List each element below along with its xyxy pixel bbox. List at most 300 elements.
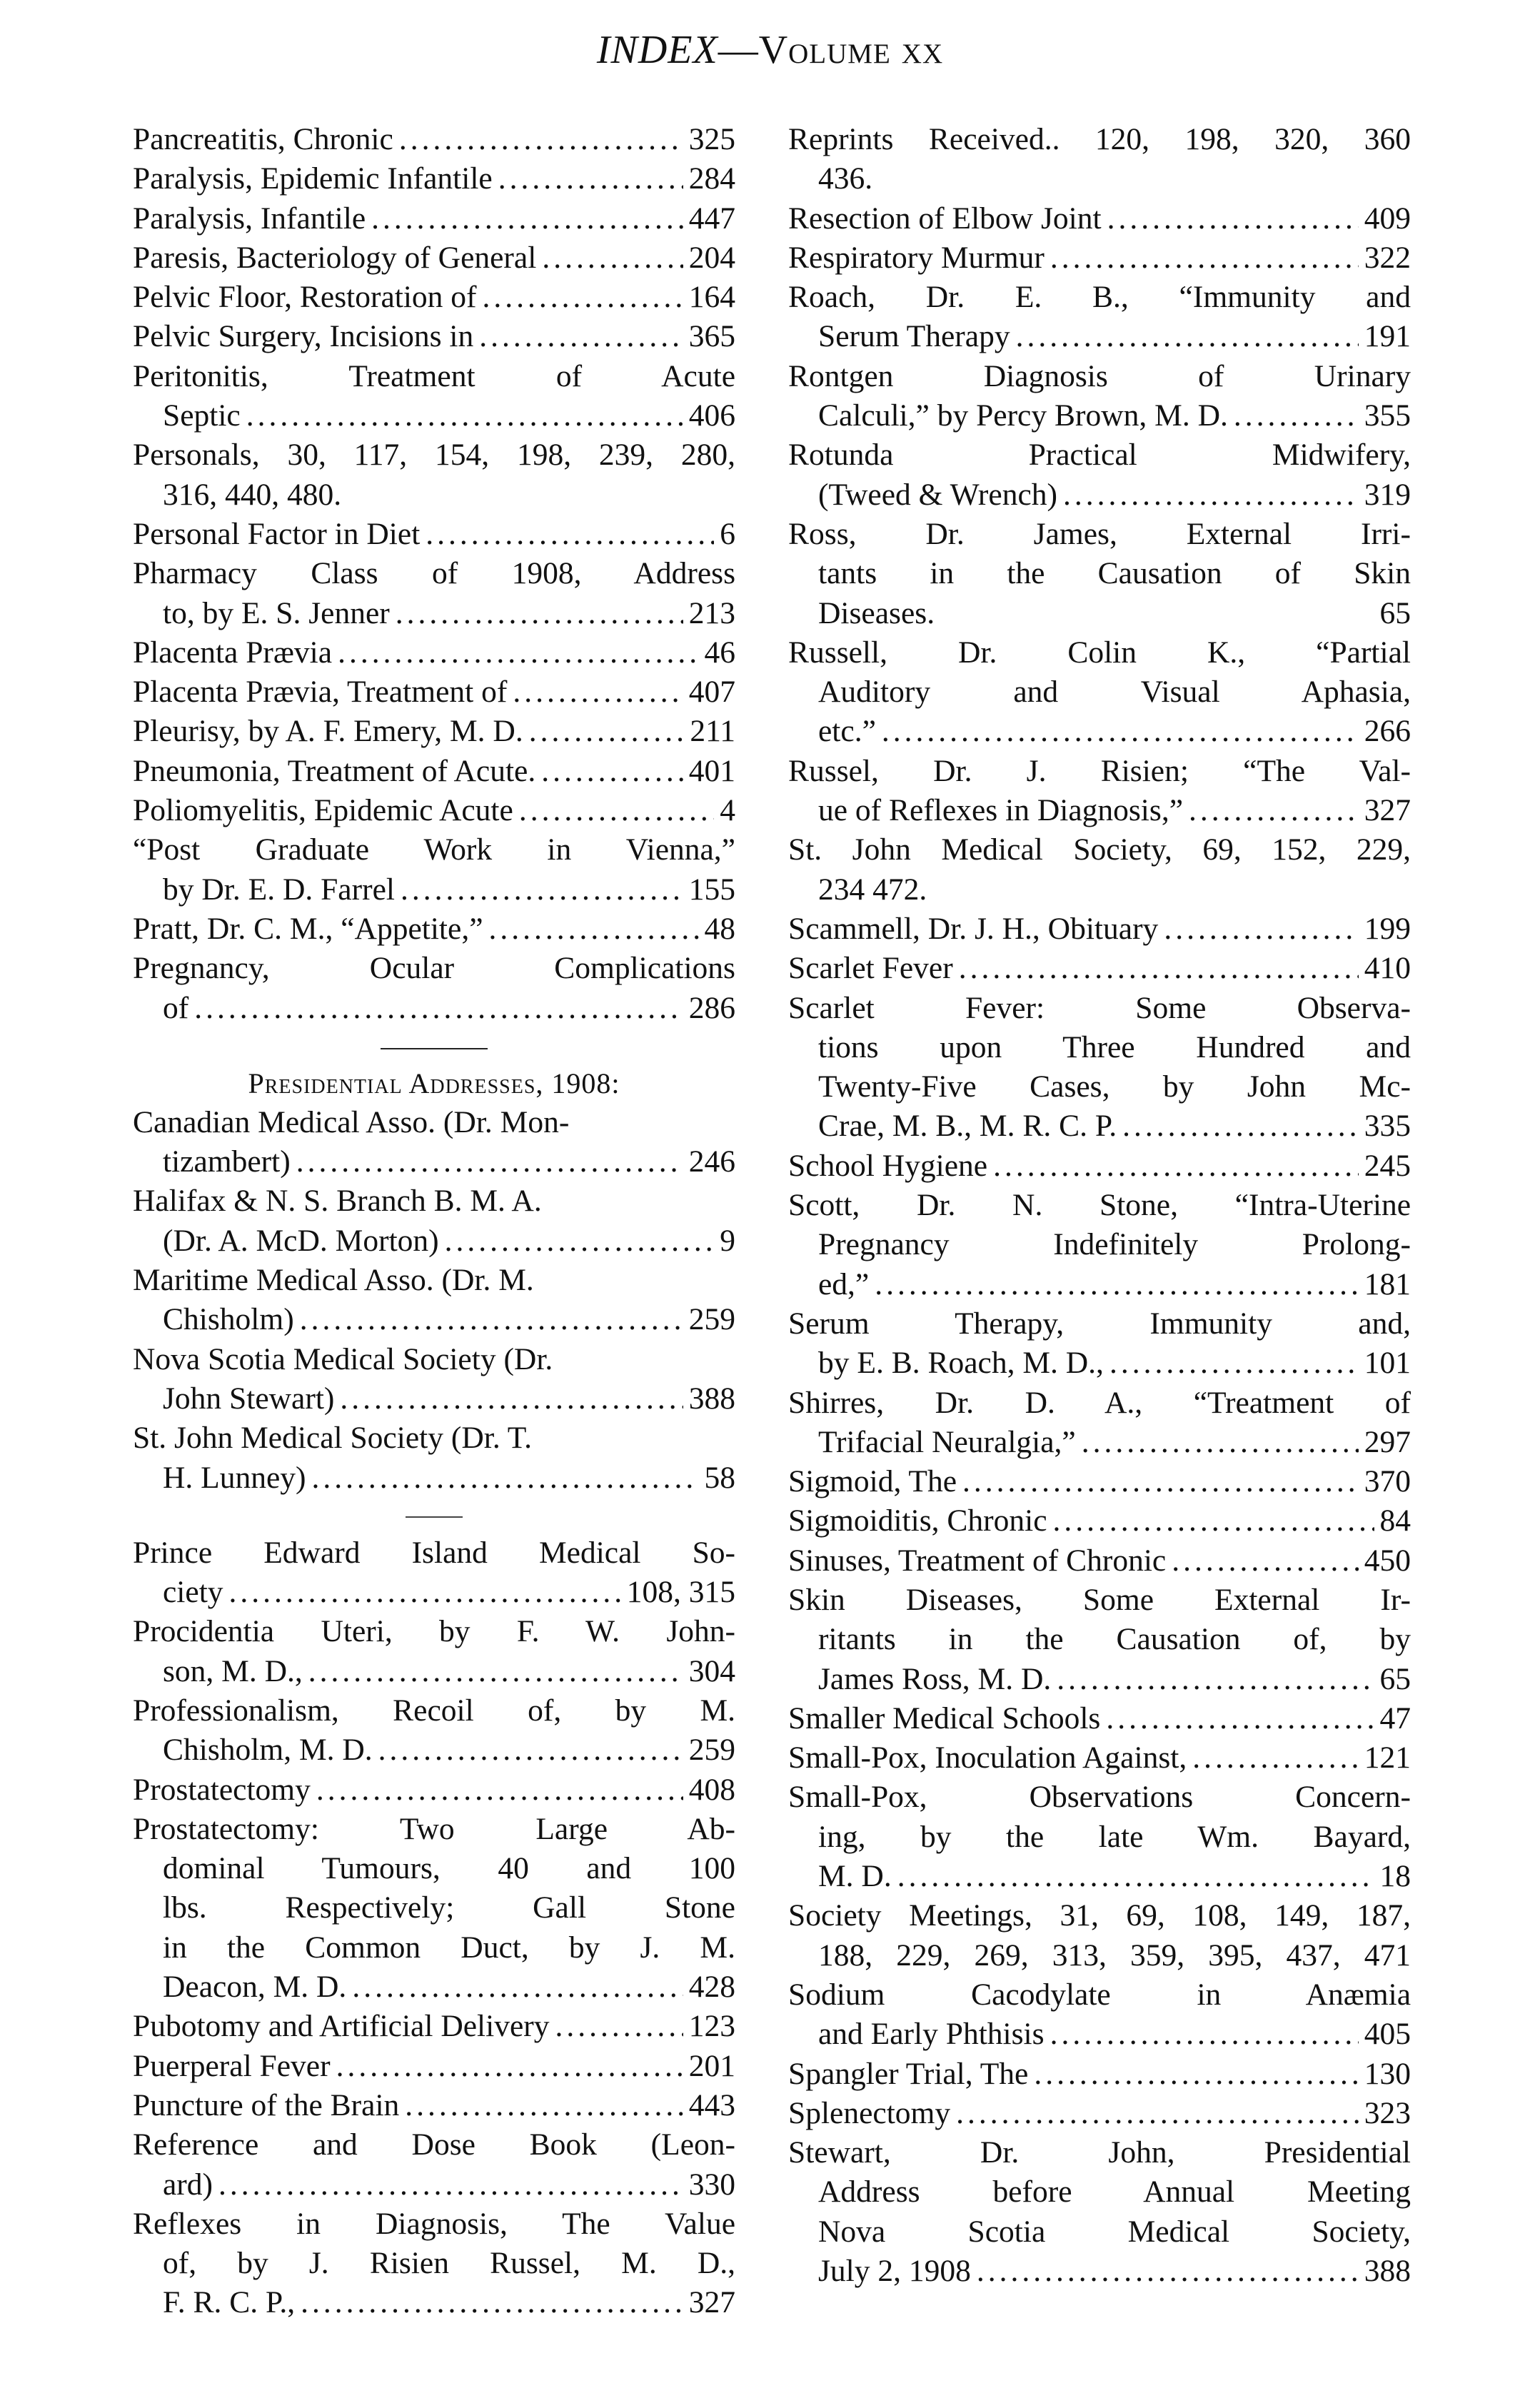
dot-leader [296,1142,683,1182]
entry-line [133,989,735,1028]
dot-leader [882,712,1359,751]
entry-text: Auditory and Visual Aphasia, [818,675,1411,710]
entry-text: July 2, 1908 [818,2254,971,2289]
dot-leader [405,2086,683,2125]
header-index-word: INDEX [596,28,718,72]
entry-text: Reprints Received.. 120, 198, 320, 360 [788,122,1411,156]
entry-line [133,1221,735,1261]
page-number: 355 [1364,398,1411,433]
dot-leader [1050,238,1359,278]
page-number: 322 [1364,240,1411,275]
entry-text: Russel, Dr. J. Risien; “The Val- [788,753,1411,788]
left-column [133,120,735,2323]
section-heading: Presidential Addresses, 1908: [248,1067,620,1099]
dot-leader [194,989,683,1028]
entry-line [788,949,1411,988]
entry-text: by E. B. Roach, M. D., [818,1346,1104,1381]
dot-leader [378,1730,683,1770]
entry-line [788,1896,1411,1935]
entry-line [788,1147,1411,1186]
page-number: 405 [1364,2017,1411,2052]
entry-line [788,830,1411,870]
entry-text: ue of Reflexes in Diagnosis,” [818,793,1183,828]
dot-leader [1192,1738,1359,1778]
entry-text: 234 472. [818,872,927,907]
dot-leader [1053,1501,1374,1541]
index-entry [788,515,1411,633]
entry-line [133,910,735,949]
entry-text: Address before Annual Meeting [818,2175,1411,2210]
index-entry [133,1612,735,1691]
index-entry [788,238,1411,278]
entry-text: St. John Medical Society, 69, 152, 229, [788,832,1411,867]
page-number: 259 [688,1302,735,1337]
entry-line [788,554,1411,593]
index-entry [133,910,735,949]
index-entry [133,2007,735,2046]
index-entry [133,1770,735,1810]
entry-text: Society Meetings, 31, 69, 108, 149, 187, [788,1898,1411,1933]
dot-leader [316,1770,683,1810]
page-number: 164 [688,280,735,315]
entry-text: Canadian Medical Asso. (Dr. Mon- [133,1104,570,1139]
entry-line [133,672,735,712]
page-number: 65 [1379,1661,1411,1696]
index-entry [133,2205,735,2323]
entry-line [133,475,735,515]
index-entry [133,1103,735,1182]
entry-line [133,1849,735,1888]
index-entry [133,752,735,791]
entry-line [133,752,735,791]
section-rule [381,1048,488,1049]
entry-line [788,870,1411,910]
entry-line [133,120,735,159]
dot-leader [542,238,683,278]
page-header [0,27,1540,73]
page-number: 406 [688,398,735,433]
entry-line [133,2283,735,2322]
index-entry [788,2094,1411,2133]
index-entry [788,278,1411,357]
entry-line [133,1261,735,1300]
dot-leader [962,1462,1359,1501]
entry-text: dominal Tumours, 40 and 100 [163,1851,735,1886]
right-entries [788,120,1411,2291]
entry-text: H. Lunney) [163,1460,306,1495]
index-entry [133,120,735,159]
dot-leader [218,2165,683,2205]
page-number: 130 [1364,2056,1411,2091]
entry-line [788,396,1411,435]
dot-leader [993,1147,1359,1186]
index-entry [788,357,1411,436]
entry-line [788,2015,1411,2054]
page-number: 407 [688,675,735,710]
entry-text: by Dr. E. D. Farrel [163,872,395,907]
index-entry [133,357,735,436]
entry-line [788,712,1411,751]
entry-line [133,278,735,317]
entry-text: Prostatectomy: Two Large Ab- [133,1811,735,1846]
index-entry [133,2047,735,2086]
page-number: 409 [1364,201,1411,236]
dot-leader [483,278,683,317]
index-entry [133,1261,735,1340]
entry-line [788,672,1411,712]
page-number: 201 [688,2048,735,2083]
index-entry [133,1340,735,1419]
entry-text: Rotunda Practical Midwifery, [788,438,1411,473]
index-entry [788,949,1411,988]
left-entries-a [133,120,735,1028]
entry-line [788,1186,1411,1225]
entry-text: Prostatectomy [133,1772,311,1807]
index-entry [788,1581,1411,1699]
entry-text: James Ross, M. D. [818,1661,1052,1696]
entry-text: Roach, Dr. E. B., “Immunity and [788,280,1411,315]
dot-leader [977,2252,1359,2291]
entry-text: Scarlet Fever: Some Observa- [788,990,1411,1025]
dot-leader [1107,199,1359,238]
entry-text: Skin Diseases, Some External Ir- [788,1582,1411,1617]
dot-leader [555,2007,683,2046]
entry-text: Nova Scotia Medical Society (Dr. [133,1341,553,1376]
page-number: 428 [688,1970,735,2005]
dot-leader [1109,1344,1359,1383]
entry-text: Stewart, Dr. John, Presidential [788,2135,1411,2170]
page-number: 6 [720,516,735,551]
index-entry [788,1699,1411,1738]
page-number: 319 [1364,477,1411,512]
entry-line [133,791,735,830]
index-entry [788,752,1411,831]
page-number: 58 [704,1460,735,1495]
entry-text: Scott, Dr. N. Stone, “Intra-Uterine [788,1188,1411,1223]
index-entry [133,1182,735,1261]
entry-line [788,1620,1411,1659]
dot-leader [479,317,683,356]
entry-text: Diseases. [818,595,935,630]
dot-leader [1050,2015,1359,2054]
page-number: 388 [688,1381,735,1416]
index-entry [133,1810,735,2007]
index-entry [133,633,735,672]
entry-text: M. D. [818,1859,892,1894]
index-entry [788,2055,1411,2094]
entry-text: F. R. C. P., [163,2285,296,2320]
entry-text: Reference and Dose Book (Leon- [133,2127,735,2162]
entry-line [133,2165,735,2205]
dot-leader [336,2047,683,2086]
entry-line [133,633,735,672]
page-number: 246 [688,1144,735,1179]
entry-line [788,1028,1411,1067]
dot-leader [1016,317,1359,356]
index-entry [788,1304,1411,1384]
index-entry [133,435,735,515]
entry-line [788,1344,1411,1383]
entry-line [133,1419,735,1458]
dot-leader [399,120,683,159]
entry-text: Pelvic Surgery, Incisions in [133,319,474,354]
index-entry [133,791,735,830]
entry-text: Personals, 30, 117, 154, 198, 239, 280, [133,438,735,473]
entry-line [133,1968,735,2007]
index-entry [788,2133,1411,2291]
page-number: 108, 315 [626,1575,735,1610]
entry-line [133,1691,735,1730]
entry-text: 316, 440, 480. [163,477,342,512]
index-entry [788,120,1411,199]
entry-text: ing, by the late Wm. Bayard, [818,1819,1411,1854]
entry-text: Scarlet Fever [788,951,953,986]
page-number: 335 [1364,1109,1411,1144]
page-number: 410 [1364,951,1411,986]
index-entry [133,2086,735,2125]
index-entry [788,1896,1411,1975]
entry-line [788,791,1411,830]
dot-leader [396,594,683,633]
dot-leader [445,1221,715,1261]
dot-leader [498,159,683,198]
entry-text: Paralysis, Infantile [133,201,366,236]
index-entry [788,1541,1411,1581]
entry-line [133,159,735,198]
entry-text: Pancreatitis, Chronic [133,122,393,156]
index-entry [788,1778,1411,1896]
entry-text: Shirres, Dr. D. A., “Treatment of [788,1385,1411,1420]
page-number: 213 [688,595,735,630]
entry-line [133,1182,735,1221]
entry-text: Calculi,” by Percy Brown, M. D. [818,398,1228,433]
dot-leader [308,1652,683,1691]
entry-text: ritants in the Causation of, by [818,1622,1411,1657]
entry-line [788,2055,1411,2094]
entry-text: Spangler Trial, The [788,2056,1029,2091]
dot-leader [1082,1423,1359,1462]
index-entry [788,1384,1411,1463]
page-number: 47 [1379,1701,1411,1735]
section-end-rule [406,1516,463,1518]
index-entry [788,435,1411,515]
entry-line [788,1699,1411,1738]
left-entries-b [133,1103,735,1498]
index-entry [788,1975,1411,2055]
dot-leader [401,870,683,910]
entry-line [133,1770,735,1810]
entry-line [133,1300,735,1339]
index-entry [133,317,735,356]
index-entry [788,1462,1411,1501]
entry-text: Sinuses, Treatment of Chronic [788,1543,1167,1578]
dot-leader [541,752,683,791]
entry-line [133,2086,735,2125]
index-entry [788,1186,1411,1304]
dot-leader [1063,475,1359,515]
entry-text: lbs. Respectively; Gall Stone [163,1890,735,1925]
entry-text: etc.” [818,714,876,749]
page-number: 327 [1364,793,1411,828]
entry-text: St. John Medical Society (Dr. T. [133,1421,533,1456]
entry-text: Paralysis, Epidemic Infantile [133,161,493,196]
entry-text: to, by E. S. Jenner [163,595,390,630]
page-number: 191 [1364,319,1411,354]
entry-line [133,2205,735,2244]
index-entry [133,159,735,198]
entry-text: Smaller Medical Schools [788,1701,1101,1735]
page-number: 330 [688,2167,735,2202]
entry-text: Personal Factor in Diet [133,516,421,551]
entry-text: Resection of Elbow Joint [788,201,1102,236]
entry-line [788,317,1411,356]
entry-text: Small-Pox, Inoculation Against, [788,1740,1187,1775]
index-entry [133,712,735,751]
entry-text: Russell, Dr. Colin K., “Partial [788,635,1411,670]
entry-line [133,1103,735,1142]
entry-text: Splenectomy [788,2095,951,2130]
entry-text: Pleurisy, by A. F. Emery, M. D. [133,714,523,749]
entry-text: Respiratory Murmur [788,240,1045,275]
page-number: 286 [688,990,735,1025]
entry-text: School Hygiene [788,1148,988,1183]
dot-leader [338,633,698,672]
entry-line [788,1423,1411,1462]
dot-leader [489,910,699,949]
page-number: 443 [688,2087,735,2122]
entry-line [133,1379,735,1419]
entry-text: in the Common Duct, by J. M. [163,1930,735,1965]
dot-leader [301,2283,683,2322]
page-number: 323 [1364,2095,1411,2130]
entry-text: Pharmacy Class of 1908, Address [133,556,735,591]
entry-text: tizambert) [163,1144,291,1179]
dot-leader [1172,1541,1359,1581]
page-number: 388 [1364,2254,1411,2289]
entry-line [788,1857,1411,1896]
entry-line [133,515,735,554]
index-entry [133,554,735,633]
index-entry [133,238,735,278]
entry-text: Reflexes in Diagnosis, The Value [133,2206,735,2241]
dot-leader [1034,2055,1358,2094]
entry-line [788,1462,1411,1501]
entry-line [788,2094,1411,2133]
entry-line [133,396,735,435]
entry-line [133,1810,735,1849]
entry-text: Pregnancy Indefinitely Prolong- [818,1227,1411,1262]
entry-text: Nova Scotia Medical Society, [818,2214,1411,2249]
dot-leader [513,672,683,712]
page-number: 84 [1379,1503,1411,1538]
dot-leader [1189,791,1359,830]
header-volume-word: —Volume xx [718,28,944,72]
entry-text: Chisholm, M. D. [163,1733,373,1768]
entry-line [788,159,1411,198]
entry-line [133,1730,735,1770]
entry-line [788,2212,1411,2252]
entry-line [788,1501,1411,1541]
page-number: 408 [688,1772,735,1807]
entry-text: and Early Phthisis [818,2017,1045,2052]
entry-line [133,357,735,396]
entry-line [788,515,1411,554]
entry-text: 188, 229, 269, 313, 359, 395, 437, 471 [818,1938,1411,1973]
index-entry [133,278,735,317]
entry-line [133,2007,735,2046]
entry-text: ed,” [818,1266,870,1301]
entry-text: Deacon, M. D. [163,1970,347,2005]
entry-line [788,1778,1411,1817]
index-entry [788,1147,1411,1186]
dot-leader [875,1265,1359,1304]
entry-line [133,238,735,278]
entry-text: ard) [163,2167,213,2202]
page-number: 18 [1379,1859,1411,1894]
entry-text: Rontgen Diagnosis of Urinary [788,358,1411,393]
entry-line [133,949,735,988]
entry-text: Prince Edward Island Medical So- [133,1535,735,1570]
entry-line [133,317,735,356]
dot-leader [1057,1660,1374,1699]
entry-line [133,2244,735,2283]
entry-line [133,199,735,238]
entry-line [788,2252,1411,2291]
page-number: 121 [1364,1740,1411,1775]
entry-line [788,752,1411,791]
entry-line [133,554,735,593]
entry-line [788,910,1411,949]
page-number: 401 [688,753,735,788]
entry-line [133,2047,735,2086]
page-number: 9 [720,1223,735,1258]
page-number: 297 [1364,1424,1411,1459]
dot-leader [1122,1107,1359,1146]
page-number: 199 [1364,911,1411,946]
page-number: 211 [690,714,735,749]
entry-line [133,2125,735,2165]
entry-text: Peritonitis, Treatment of Acute [133,358,735,393]
entry-text: Halifax & N. S. Branch B. M. A. [133,1184,542,1219]
page-number: 155 [688,872,735,907]
entry-line [788,1738,1411,1778]
index-entry [133,515,735,554]
entry-line [133,435,735,475]
entry-line [788,120,1411,159]
entry-line [133,1142,735,1182]
dot-leader [529,712,685,751]
entry-line [788,1818,1411,1857]
entry-line [133,1533,735,1573]
index-entry [133,672,735,712]
index-entry [133,2125,735,2205]
dot-leader [897,1857,1374,1896]
entry-line [788,989,1411,1028]
left-entries-c [133,1533,735,2323]
dot-leader [300,1300,683,1339]
entry-text: Trifacial Neuralgia,” [818,1424,1076,1459]
page-number: 181 [1364,1266,1411,1301]
index-entry [133,1691,735,1770]
page-number: 46 [704,635,735,670]
entry-text: Pratt, Dr. C. M., “Appetite,” [133,911,483,946]
entry-line [788,594,1411,633]
entry-line [133,1612,735,1651]
entry-line [133,1340,735,1379]
dot-leader [371,199,683,238]
dot-leader [229,1573,621,1612]
entry-line [788,1581,1411,1620]
